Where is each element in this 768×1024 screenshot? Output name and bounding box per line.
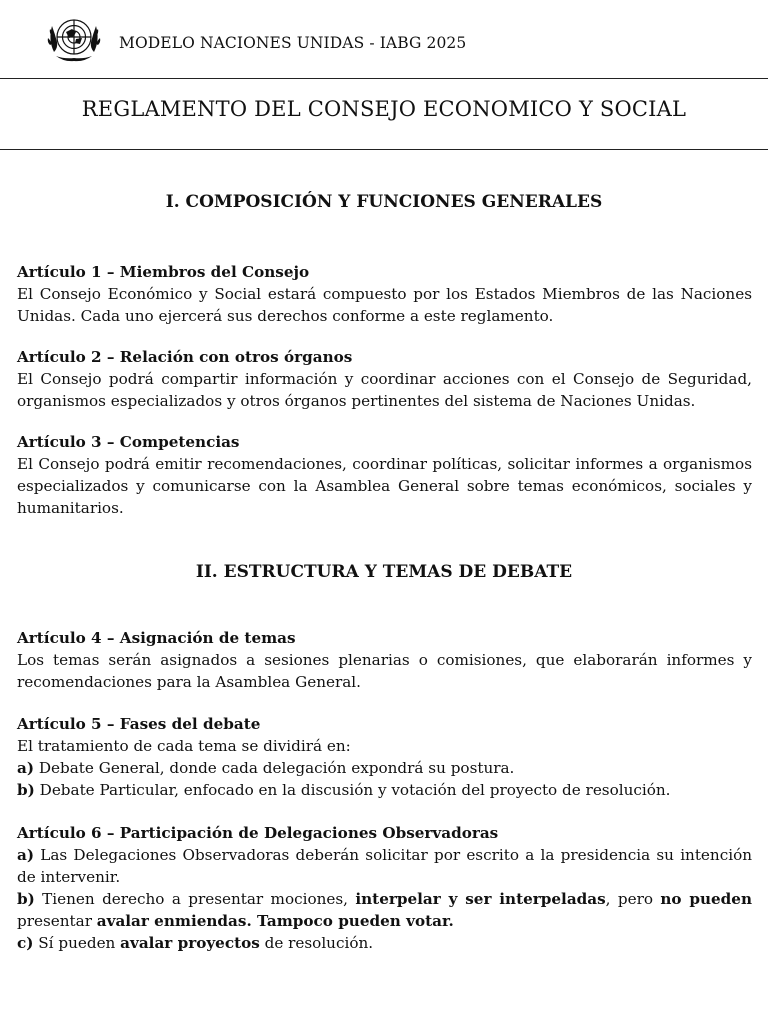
emphasis-text: interpelar y ser interpeladas [355,890,606,908]
page-header [0,0,768,80]
article-6 [17,822,752,954]
section-heading: I. COMPOSICIÓN Y FUNCIONES GENERALES [165,192,603,212]
article-intro: El tratamiento de cada tema se dividirá en: [17,737,351,755]
item-text: , pero [605,890,661,908]
section-heading: II. ESTRUCTURA Y TEMAS DE DEBATE [195,562,573,582]
article-body: El Consejo podrá compartir información y coordinar acciones con el Consejo de Seguridad, organismos especializados y otros órganos pertinentes del sistema de Naciones Unidas. [17,370,752,410]
list-item [17,779,752,801]
header-divider [0,78,768,79]
item-marker: b) [17,781,35,799]
item-text: Tienen derecho a presentar mociones, [34,890,356,908]
emphasis-text: no pueden [660,890,752,908]
item-text: Las Delegaciones Observadoras deberán solicitar por escrito a la presidencia su intención de intervenir. [17,846,752,886]
list-item [17,888,752,932]
item-marker: a) [17,759,35,777]
item-text: presentar [17,912,97,930]
article-body: Los temas serán asignados a sesiones plenarias o comisiones, que elaborarán informes y recomendaciones para la Asamblea General. [17,651,752,691]
article-body: El Consejo Económico y Social estará compuesto por los Estados Miembros de las Naciones Unidas. Cada uno ejercerá sus derechos conforme a este reglamento. [17,285,752,325]
emphasis-text: avalar proyectos [120,934,260,952]
article-body: El Consejo podrá emitir recomendaciones, coordinar políticas, solicitar informes a organismos especializados y comunicarse con la Asamblea General sobre temas económicos, sociales y humanitarios. [17,455,752,517]
article-title: Artículo 3 – Competencias [17,433,240,451]
title-divider [0,149,768,150]
un-emblem-icon [44,12,104,66]
article-2 [17,346,752,412]
item-text: Debate General, donde cada delegación expondrá su postura. [34,759,515,777]
list-item [17,932,752,954]
article-1 [17,261,752,327]
item-text: Debate Particular, enfocado en la discusión y votación del proyecto de resolución. [34,781,671,799]
article-5 [17,713,752,801]
list-item [17,844,752,888]
article-title: Artículo 5 – Fases del debate [17,715,261,733]
item-text: de resolución. [259,934,374,952]
emphasis-text: avalar enmiendas. Tampoco pueden votar. [96,912,454,930]
article-title: Artículo 4 – Asignación de temas [17,629,296,647]
item-marker: a) [17,846,35,864]
article-title: Artículo 2 – Relación con otros órganos [17,348,353,366]
list-item [17,757,752,779]
item-marker: c) [17,934,34,952]
article-title: Artículo 1 – Miembros del Consejo [17,263,310,281]
article-4 [17,627,752,693]
article-title: Artículo 6 – Participación de Delegaciones Observadoras [17,824,499,842]
item-text: Sí pueden [33,934,121,952]
article-3 [17,431,752,519]
item-marker: b) [17,890,35,908]
organization-name: MODELO NACIONES UNIDAS - IABG 2025 [119,34,467,52]
document-title: REGLAMENTO DEL CONSEJO ECONOMICO Y SOCIAL [81,97,687,121]
